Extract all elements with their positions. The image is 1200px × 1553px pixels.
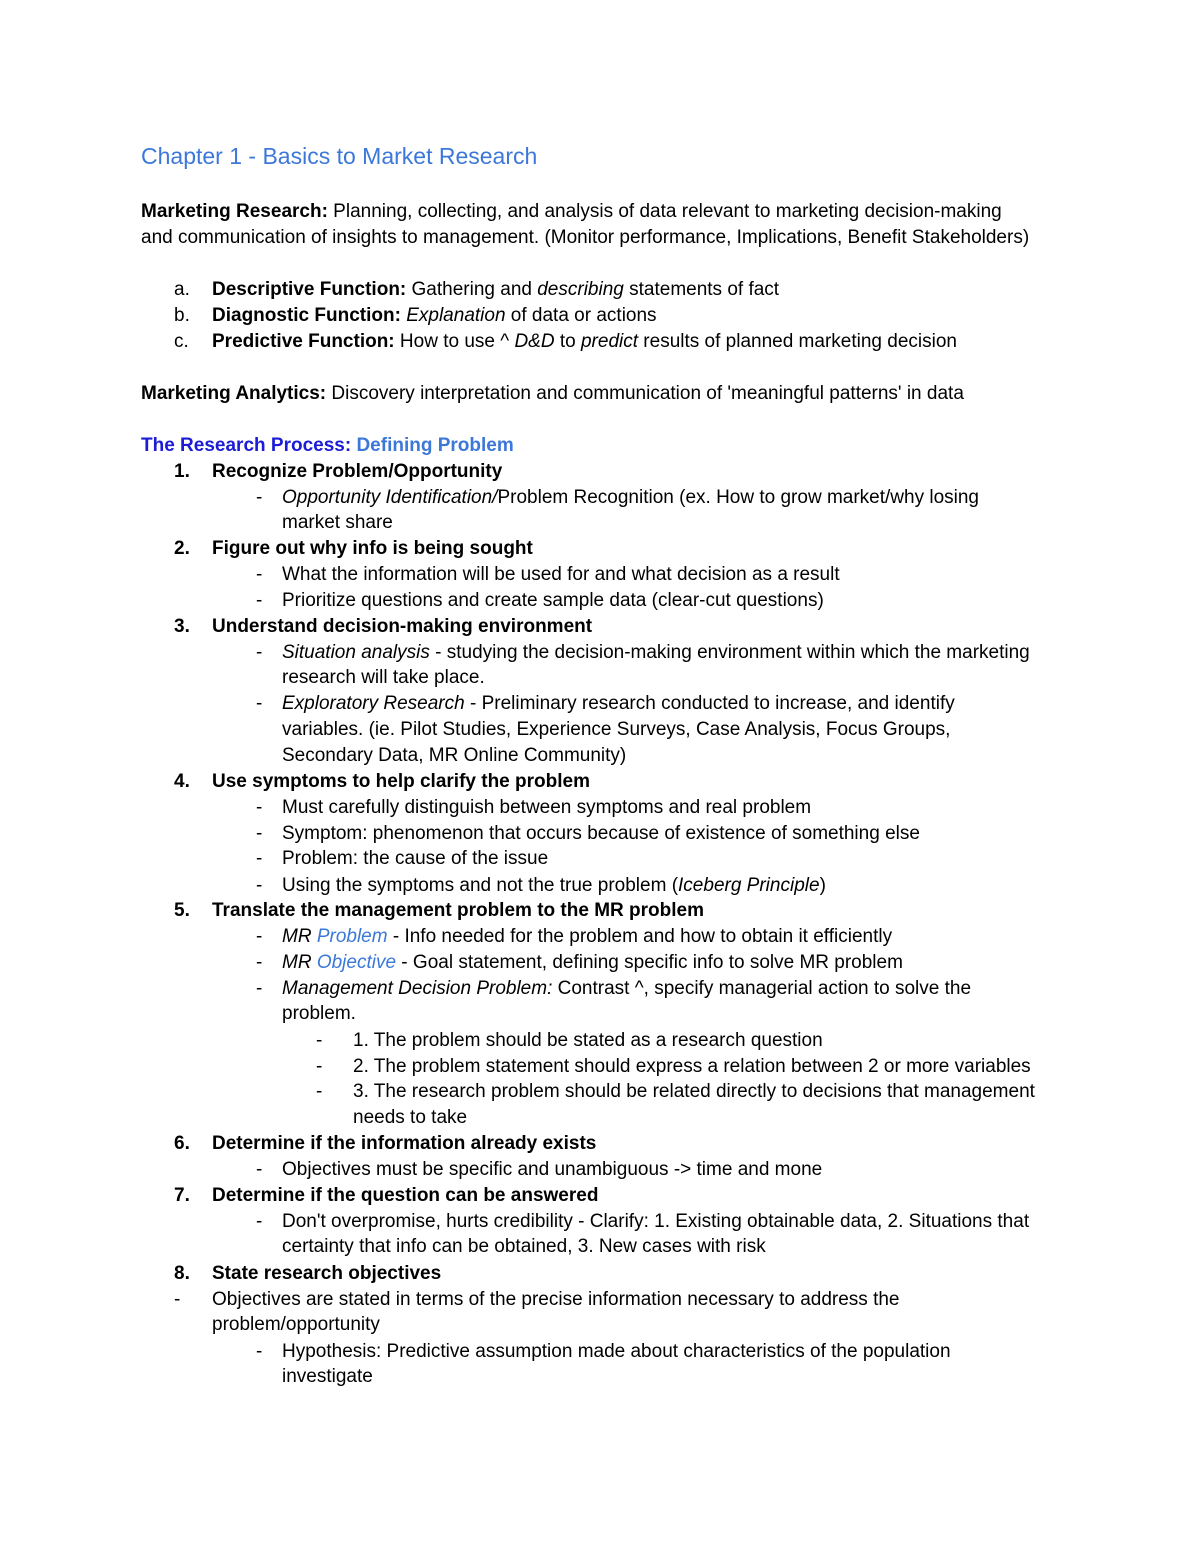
- bullet-dash: -: [256, 875, 263, 896]
- sub-bullet-text-cont: needs to take: [353, 1107, 468, 1128]
- function-text: How to use ^: [394, 331, 515, 352]
- function-term: Descriptive Function:: [212, 279, 407, 300]
- definition-text: Discovery interpretation and communication of 'meaningful patterns' in data: [326, 383, 964, 404]
- bullet-emphasis: Situation analysis: [282, 642, 430, 663]
- function-term: Diagnostic Function:: [212, 305, 401, 326]
- bullet-dash: -: [256, 590, 263, 611]
- step-title: Recognize Problem/Opportunity: [212, 461, 503, 482]
- bullet-dash: -: [256, 978, 263, 999]
- bullet-emphasis: Opportunity Identification/: [282, 487, 498, 508]
- bullet-dash: -: [256, 823, 263, 844]
- function-text: statements of fact: [623, 279, 780, 300]
- bullet-dash: -: [256, 487, 263, 508]
- bullet-dash: -: [256, 564, 263, 585]
- step-title: Translate the management problem to the MR problem: [212, 900, 704, 921]
- bullet-text-cont: problem/opportunity: [212, 1314, 380, 1335]
- bullet-text: What the information will be used for and what decision as a result: [282, 564, 840, 585]
- bullet-dash: -: [316, 1081, 323, 1102]
- bullet-text-cont: Secondary Data, MR Online Community): [282, 745, 627, 766]
- bullet-body: - studying the decision-making environment within which the marketing: [429, 642, 1030, 663]
- function-emphasis: describing: [537, 279, 624, 300]
- sub-bullet-text: 2. The problem statement should express a relation between 2 or more variables: [353, 1056, 1031, 1077]
- bullet-text: [282, 640, 1030, 666]
- marketing-analytics-definition: [141, 381, 964, 407]
- function-predictive: [212, 329, 957, 355]
- step-number: 1.: [174, 461, 190, 482]
- bullet-text: [282, 873, 826, 899]
- step-number: 5.: [174, 900, 190, 921]
- bullet-text-cont: certainty that info can be obtained, 3. New cases with risk: [282, 1236, 766, 1257]
- function-emphasis: D&D: [514, 331, 555, 352]
- definition-term: Marketing Analytics:: [141, 383, 327, 404]
- bullet-text-cont: variables. (ie. Pilot Studies, Experience Surveys, Case Analysis, Focus Groups,: [282, 719, 951, 740]
- bullet-text: Objectives must be specific and unambiguous -> time and mone: [282, 1159, 823, 1180]
- sub-bullet-text-cont: investigate: [282, 1366, 373, 1387]
- step-title: State research objectives: [212, 1263, 442, 1284]
- step-title: Determine if the information already exists: [212, 1133, 597, 1154]
- bullet-dash: -: [256, 693, 263, 714]
- definition-term: Marketing Research:: [141, 201, 328, 222]
- function-descriptive: [212, 277, 779, 303]
- section-subheading: Defining Problem: [351, 435, 514, 456]
- bullet-dash: -: [256, 1341, 263, 1362]
- bullet-emphasis: Exploratory Research: [282, 693, 465, 714]
- bullet-dash: -: [256, 926, 263, 947]
- bullet-text: [282, 976, 971, 1002]
- bullet-body: Contrast ^, specify managerial action to solve the: [552, 978, 972, 999]
- bullet-dash: -: [316, 1056, 323, 1077]
- bullet-emphasis-blue: Problem: [316, 926, 388, 947]
- step-number: 7.: [174, 1185, 190, 1206]
- step-number: 8.: [174, 1263, 190, 1284]
- bullet-text: [282, 950, 903, 976]
- bullet-dash: -: [256, 642, 263, 663]
- function-text: results of planned marketing decision: [638, 331, 957, 352]
- bullet-emphasis: MR: [282, 952, 317, 973]
- bullet-dash: -: [256, 1211, 263, 1232]
- bullet-body: ): [819, 875, 826, 896]
- function-text: to: [554, 331, 581, 352]
- bullet-text: Don't overpromise, hurts credibility - Clarify: 1. Existing obtainable data, 2. Situations that: [282, 1211, 1030, 1232]
- bullet-emphasis: Management Decision Problem:: [282, 978, 553, 999]
- bullet-body: Problem Recognition (ex. How to grow market/why losing: [497, 487, 979, 508]
- bullet-text: Symptom: phenomenon that occurs because of existence of something else: [282, 823, 920, 844]
- step-title: Determine if the question can be answered: [212, 1185, 599, 1206]
- marketing-research-definition: [141, 199, 1002, 225]
- research-process-heading: [141, 433, 514, 459]
- bullet-emphasis-blue: Objective: [316, 952, 397, 973]
- function-emphasis: Explanation: [406, 305, 506, 326]
- bullet-text: [282, 691, 955, 717]
- chapter-title: [141, 140, 537, 172]
- bullet-dash: -: [256, 848, 263, 869]
- bullet-text: Must carefully distinguish between symptoms and real problem: [282, 797, 812, 818]
- function-term: Predictive Function:: [212, 331, 395, 352]
- bullet-body: - Goal statement, defining specific info to solve MR problem: [396, 952, 903, 973]
- section-heading: The Research Process:: [141, 435, 352, 456]
- sub-bullet-text: Hypothesis: Predictive assumption made about characteristics of the population: [282, 1341, 951, 1362]
- step-number: 4.: [174, 771, 190, 792]
- list-marker: a.: [174, 279, 190, 300]
- function-diagnostic: [212, 303, 657, 329]
- step-number: 2.: [174, 538, 190, 559]
- bullet-emphasis: MR: [282, 926, 317, 947]
- bullet-text-cont: problem.: [282, 1003, 356, 1024]
- step-title: Figure out why info is being sought: [212, 538, 533, 559]
- function-text: of data or actions: [505, 305, 657, 326]
- function-text: Gathering and: [406, 279, 538, 300]
- list-marker: c.: [174, 331, 189, 352]
- marketing-research-definition-cont: and communication of insights to management. (Monitor performance, Implications, Benefit Stakeholders): [141, 227, 1030, 248]
- step-number: 3.: [174, 616, 190, 637]
- step-title: Use symptoms to help clarify the problem: [212, 771, 590, 792]
- bullet-text: Objectives are stated in terms of the precise information necessary to address the: [212, 1289, 900, 1310]
- bullet-dash: -: [256, 797, 263, 818]
- bullet-text: Problem: the cause of the issue: [282, 848, 549, 869]
- definition-text: Planning, collecting, and analysis of data relevant to marketing decision-making: [327, 201, 1002, 222]
- sub-bullet-text: 3. The research problem should be related directly to decisions that management: [353, 1081, 1035, 1102]
- chapter-topic: Basics to Market Research: [262, 143, 538, 169]
- bullet-text: [282, 485, 979, 511]
- title-separator: -: [242, 143, 263, 169]
- bullet-dash: -: [256, 952, 263, 973]
- bullet-body: - Info needed for the problem and how to obtain it efficiently: [387, 926, 893, 947]
- bullet-text-cont: research will take place.: [282, 667, 485, 688]
- sub-bullet-text: 1. The problem should be stated as a research question: [353, 1030, 823, 1051]
- bullet-dash: -: [174, 1289, 181, 1310]
- chapter-label: Chapter 1: [141, 143, 243, 169]
- function-emphasis: predict: [580, 331, 639, 352]
- bullet-text: Prioritize questions and create sample data (clear-cut questions): [282, 590, 824, 611]
- step-title: Understand decision-making environment: [212, 616, 593, 637]
- bullet-body: Using the symptoms and not the true problem (: [282, 875, 679, 896]
- bullet-dash: -: [256, 1159, 263, 1180]
- bullet-dash: -: [316, 1030, 323, 1051]
- bullet-text: [282, 924, 892, 950]
- bullet-emphasis: Iceberg Principle: [678, 875, 820, 896]
- bullet-text-cont: market share: [282, 512, 393, 533]
- bullet-body: - Preliminary research conducted to increase, and identify: [464, 693, 955, 714]
- step-number: 6.: [174, 1133, 190, 1154]
- list-marker: b.: [174, 305, 190, 326]
